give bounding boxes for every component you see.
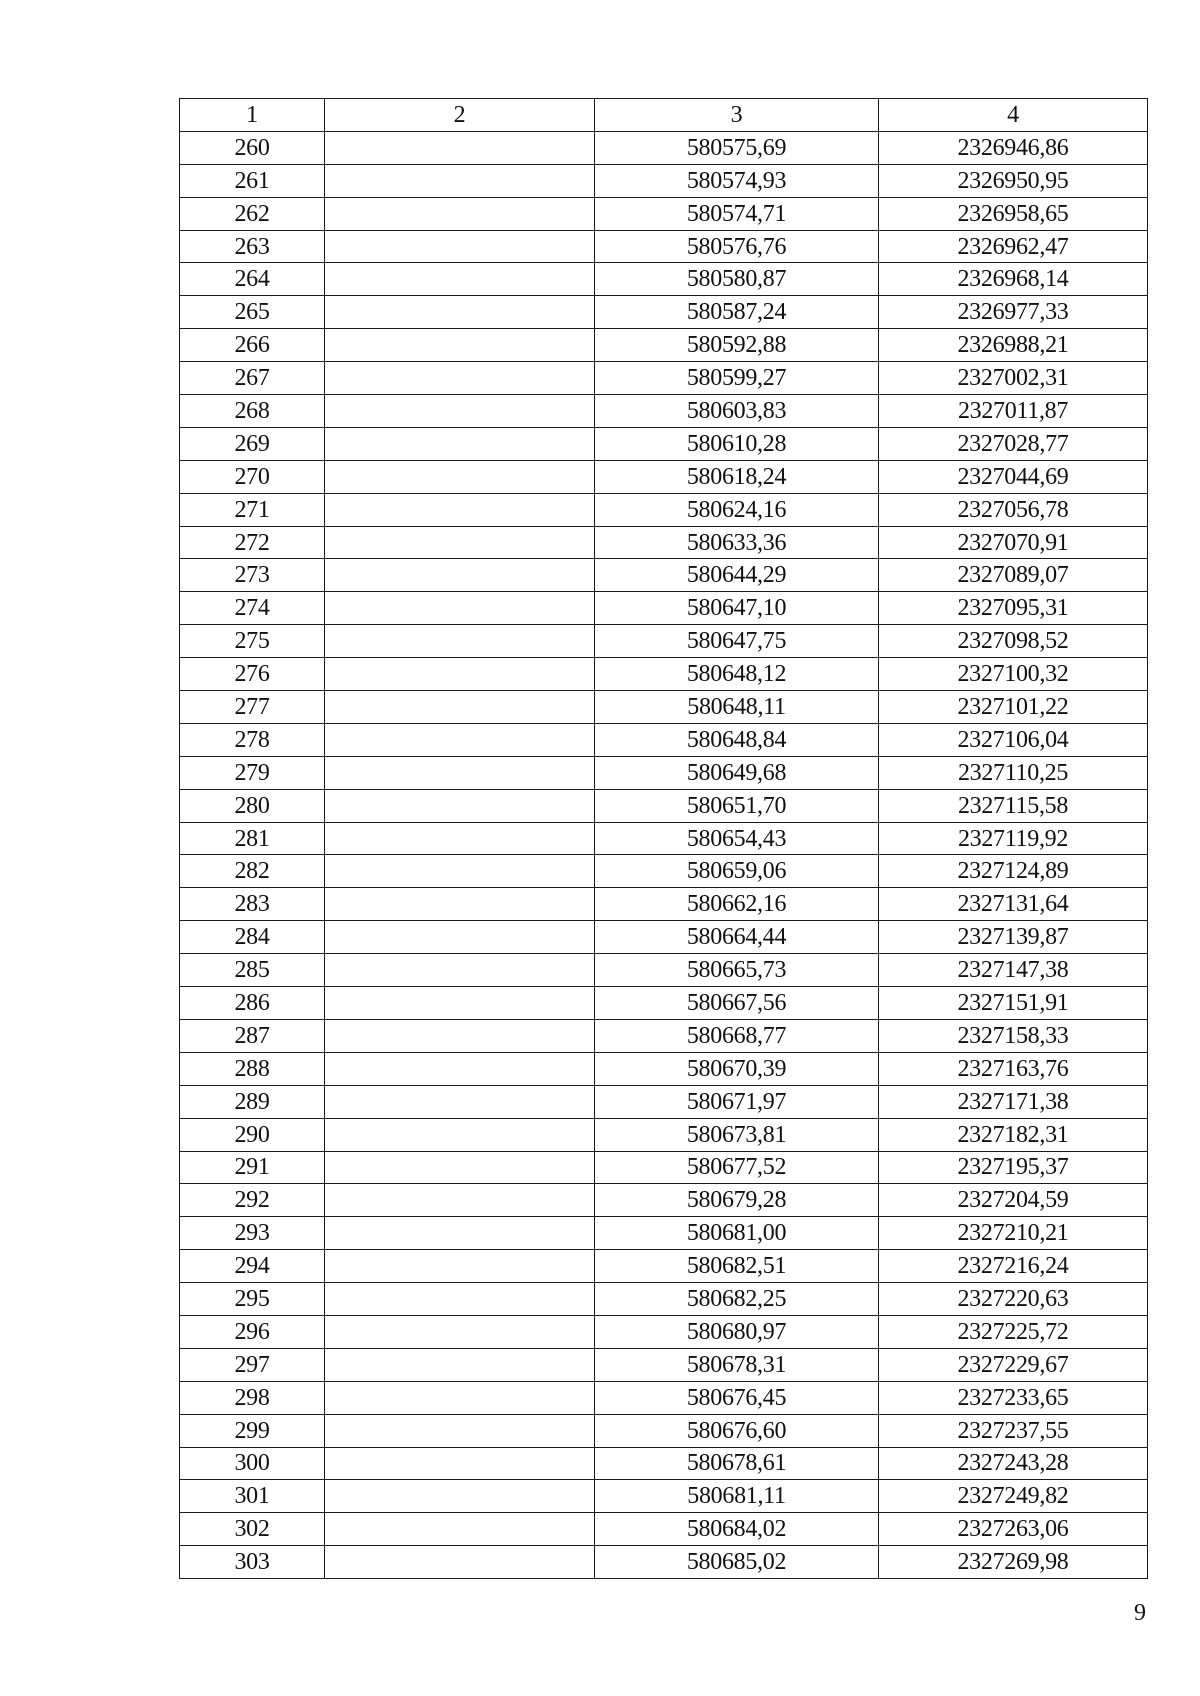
x-coordinate-cell: 580673,81 — [595, 1118, 879, 1151]
point-number-cell: 302 — [180, 1513, 325, 1546]
y-coordinate-cell: 2327204,59 — [879, 1184, 1148, 1217]
description-cell — [325, 1151, 595, 1184]
description-cell — [325, 1019, 595, 1052]
table-row — [180, 855, 1148, 888]
point-number-cell: 273 — [180, 559, 325, 592]
y-coordinate-cell: 2326962,47 — [879, 230, 1148, 263]
point-number-cell: 270 — [180, 460, 325, 493]
table-row — [180, 1283, 1148, 1316]
point-number-cell: 260 — [180, 131, 325, 164]
x-coordinate-cell: 580682,51 — [595, 1250, 879, 1283]
description-cell — [325, 822, 595, 855]
y-coordinate-cell: 2327210,21 — [879, 1217, 1148, 1250]
point-number-cell: 291 — [180, 1151, 325, 1184]
description-cell — [325, 789, 595, 822]
description-cell — [325, 1118, 595, 1151]
y-coordinate-cell: 2327249,82 — [879, 1480, 1148, 1513]
description-cell — [325, 723, 595, 756]
y-coordinate-cell: 2327101,22 — [879, 691, 1148, 724]
table-body — [180, 131, 1148, 1578]
description-cell — [325, 1315, 595, 1348]
table-row — [180, 329, 1148, 362]
table-row — [180, 1381, 1148, 1414]
x-coordinate-cell: 580624,16 — [595, 493, 879, 526]
table-row — [180, 1447, 1148, 1480]
point-number-cell: 271 — [180, 493, 325, 526]
description-cell — [325, 164, 595, 197]
y-coordinate-cell: 2327220,63 — [879, 1283, 1148, 1316]
y-coordinate-cell: 2327151,91 — [879, 987, 1148, 1020]
x-coordinate-cell: 580679,28 — [595, 1184, 879, 1217]
table-row — [180, 921, 1148, 954]
table-row — [180, 1052, 1148, 1085]
table-row — [180, 493, 1148, 526]
x-coordinate-cell: 580648,84 — [595, 723, 879, 756]
description-cell — [325, 691, 595, 724]
x-coordinate-cell: 580649,68 — [595, 756, 879, 789]
y-coordinate-cell: 2327124,89 — [879, 855, 1148, 888]
point-number-cell: 272 — [180, 526, 325, 559]
point-number-cell: 292 — [180, 1184, 325, 1217]
description-cell — [325, 888, 595, 921]
point-number-cell: 268 — [180, 395, 325, 428]
x-coordinate-cell: 580678,31 — [595, 1348, 879, 1381]
y-coordinate-cell: 2327106,04 — [879, 723, 1148, 756]
point-number-cell: 280 — [180, 789, 325, 822]
point-number-cell: 303 — [180, 1546, 325, 1579]
y-coordinate-cell: 2327163,76 — [879, 1052, 1148, 1085]
x-coordinate-cell: 580677,52 — [595, 1151, 879, 1184]
x-coordinate-cell: 580574,71 — [595, 197, 879, 230]
description-cell — [325, 954, 595, 987]
table-row — [180, 1217, 1148, 1250]
table-row — [180, 1513, 1148, 1546]
point-number-cell: 264 — [180, 263, 325, 296]
table-row — [180, 1250, 1148, 1283]
y-coordinate-cell: 2327098,52 — [879, 625, 1148, 658]
table-row — [180, 658, 1148, 691]
description-cell — [325, 395, 595, 428]
description-cell — [325, 362, 595, 395]
x-coordinate-cell: 580651,70 — [595, 789, 879, 822]
table-row — [180, 1118, 1148, 1151]
y-coordinate-cell: 2327131,64 — [879, 888, 1148, 921]
table-row — [180, 1019, 1148, 1052]
description-cell — [325, 559, 595, 592]
table-row — [180, 954, 1148, 987]
description-cell — [325, 131, 595, 164]
coordinates-table — [179, 98, 1148, 1579]
point-number-cell: 288 — [180, 1052, 325, 1085]
description-cell — [325, 493, 595, 526]
table-row — [180, 559, 1148, 592]
x-coordinate-cell: 580587,24 — [595, 296, 879, 329]
description-cell — [325, 197, 595, 230]
description-cell — [325, 921, 595, 954]
y-coordinate-cell: 2327147,38 — [879, 954, 1148, 987]
x-coordinate-cell: 580678,61 — [595, 1447, 879, 1480]
point-number-cell: 289 — [180, 1085, 325, 1118]
y-coordinate-cell: 2327056,78 — [879, 493, 1148, 526]
description-cell — [325, 1250, 595, 1283]
y-coordinate-cell: 2327110,25 — [879, 756, 1148, 789]
table-row — [180, 460, 1148, 493]
y-coordinate-cell: 2327119,92 — [879, 822, 1148, 855]
description-cell — [325, 756, 595, 789]
description-cell — [325, 625, 595, 658]
table-row — [180, 789, 1148, 822]
table-row — [180, 822, 1148, 855]
x-coordinate-cell: 580648,12 — [595, 658, 879, 691]
x-coordinate-cell: 580633,36 — [595, 526, 879, 559]
y-coordinate-cell: 2327089,07 — [879, 559, 1148, 592]
y-coordinate-cell: 2326977,33 — [879, 296, 1148, 329]
table-header — [180, 99, 1148, 132]
x-coordinate-cell: 580574,93 — [595, 164, 879, 197]
table-row — [180, 625, 1148, 658]
page-number: 9 — [1134, 1600, 1146, 1626]
y-coordinate-cell: 2327002,31 — [879, 362, 1148, 395]
point-number-cell: 266 — [180, 329, 325, 362]
header-col-2: 2 — [325, 99, 595, 132]
point-number-cell: 298 — [180, 1381, 325, 1414]
x-coordinate-cell: 580610,28 — [595, 427, 879, 460]
point-number-cell: 295 — [180, 1283, 325, 1316]
x-coordinate-cell: 580671,97 — [595, 1085, 879, 1118]
point-number-cell: 278 — [180, 723, 325, 756]
table-row — [180, 888, 1148, 921]
y-coordinate-cell: 2326988,21 — [879, 329, 1148, 362]
x-coordinate-cell: 580682,25 — [595, 1283, 879, 1316]
point-number-cell: 267 — [180, 362, 325, 395]
x-coordinate-cell: 580644,29 — [595, 559, 879, 592]
table-row — [180, 230, 1148, 263]
description-cell — [325, 592, 595, 625]
y-coordinate-cell: 2327195,37 — [879, 1151, 1148, 1184]
table-row — [180, 526, 1148, 559]
x-coordinate-cell: 580676,60 — [595, 1414, 879, 1447]
header-col-3: 3 — [595, 99, 879, 132]
description-cell — [325, 1052, 595, 1085]
table-row — [180, 427, 1148, 460]
y-coordinate-cell: 2327269,98 — [879, 1546, 1148, 1579]
y-coordinate-cell: 2327139,87 — [879, 921, 1148, 954]
point-number-cell: 299 — [180, 1414, 325, 1447]
description-cell — [325, 1085, 595, 1118]
point-number-cell: 294 — [180, 1250, 325, 1283]
x-coordinate-cell: 580662,16 — [595, 888, 879, 921]
point-number-cell: 290 — [180, 1118, 325, 1151]
description-cell — [325, 1381, 595, 1414]
description-cell — [325, 329, 595, 362]
description-cell — [325, 1447, 595, 1480]
x-coordinate-cell: 580647,10 — [595, 592, 879, 625]
y-coordinate-cell: 2327182,31 — [879, 1118, 1148, 1151]
description-cell — [325, 658, 595, 691]
point-number-cell: 261 — [180, 164, 325, 197]
table-row — [180, 131, 1148, 164]
x-coordinate-cell: 580681,00 — [595, 1217, 879, 1250]
header-col-1: 1 — [180, 99, 325, 132]
description-cell — [325, 1283, 595, 1316]
point-number-cell: 300 — [180, 1447, 325, 1480]
point-number-cell: 269 — [180, 427, 325, 460]
point-number-cell: 284 — [180, 921, 325, 954]
x-coordinate-cell: 580681,11 — [595, 1480, 879, 1513]
table-row — [180, 592, 1148, 625]
x-coordinate-cell: 580654,43 — [595, 822, 879, 855]
point-number-cell: 276 — [180, 658, 325, 691]
table-row — [180, 1348, 1148, 1381]
y-coordinate-cell: 2327158,33 — [879, 1019, 1148, 1052]
y-coordinate-cell: 2327115,58 — [879, 789, 1148, 822]
point-number-cell: 293 — [180, 1217, 325, 1250]
point-number-cell: 287 — [180, 1019, 325, 1052]
y-coordinate-cell: 2327225,72 — [879, 1315, 1148, 1348]
description-cell — [325, 263, 595, 296]
table-row — [180, 1184, 1148, 1217]
x-coordinate-cell: 580618,24 — [595, 460, 879, 493]
x-coordinate-cell: 580659,06 — [595, 855, 879, 888]
point-number-cell: 296 — [180, 1315, 325, 1348]
y-coordinate-cell: 2327070,91 — [879, 526, 1148, 559]
y-coordinate-cell: 2326946,86 — [879, 131, 1148, 164]
table-row — [180, 164, 1148, 197]
table-row — [180, 756, 1148, 789]
point-number-cell: 279 — [180, 756, 325, 789]
description-cell — [325, 1348, 595, 1381]
x-coordinate-cell: 580648,11 — [595, 691, 879, 724]
description-cell — [325, 526, 595, 559]
description-cell — [325, 230, 595, 263]
description-cell — [325, 1414, 595, 1447]
table-row — [180, 263, 1148, 296]
x-coordinate-cell: 580676,45 — [595, 1381, 879, 1414]
table-row — [180, 1414, 1148, 1447]
point-number-cell: 286 — [180, 987, 325, 1020]
x-coordinate-cell: 580670,39 — [595, 1052, 879, 1085]
x-coordinate-cell: 580580,87 — [595, 263, 879, 296]
y-coordinate-cell: 2327233,65 — [879, 1381, 1148, 1414]
point-number-cell: 283 — [180, 888, 325, 921]
x-coordinate-cell: 580599,27 — [595, 362, 879, 395]
point-number-cell: 277 — [180, 691, 325, 724]
y-coordinate-cell: 2327171,38 — [879, 1085, 1148, 1118]
x-coordinate-cell: 580664,44 — [595, 921, 879, 954]
point-number-cell: 301 — [180, 1480, 325, 1513]
description-cell — [325, 1184, 595, 1217]
point-number-cell: 282 — [180, 855, 325, 888]
y-coordinate-cell: 2327095,31 — [879, 592, 1148, 625]
x-coordinate-cell: 580603,83 — [595, 395, 879, 428]
x-coordinate-cell: 580668,77 — [595, 1019, 879, 1052]
table-row — [180, 296, 1148, 329]
table-row — [180, 987, 1148, 1020]
table-row — [180, 197, 1148, 230]
description-cell — [325, 987, 595, 1020]
y-coordinate-cell: 2326958,65 — [879, 197, 1148, 230]
point-number-cell: 281 — [180, 822, 325, 855]
point-number-cell: 262 — [180, 197, 325, 230]
y-coordinate-cell: 2327243,28 — [879, 1447, 1148, 1480]
point-number-cell: 285 — [180, 954, 325, 987]
description-cell — [325, 460, 595, 493]
point-number-cell: 265 — [180, 296, 325, 329]
y-coordinate-cell: 2327237,55 — [879, 1414, 1148, 1447]
description-cell — [325, 1480, 595, 1513]
description-cell — [325, 296, 595, 329]
x-coordinate-cell: 580592,88 — [595, 329, 879, 362]
y-coordinate-cell: 2326950,95 — [879, 164, 1148, 197]
header-row — [180, 99, 1148, 132]
y-coordinate-cell: 2327044,69 — [879, 460, 1148, 493]
y-coordinate-cell: 2327263,06 — [879, 1513, 1148, 1546]
table-row — [180, 723, 1148, 756]
x-coordinate-cell: 580667,56 — [595, 987, 879, 1020]
y-coordinate-cell: 2326968,14 — [879, 263, 1148, 296]
x-coordinate-cell: 580685,02 — [595, 1546, 879, 1579]
point-number-cell: 297 — [180, 1348, 325, 1381]
x-coordinate-cell: 580680,97 — [595, 1315, 879, 1348]
description-cell — [325, 427, 595, 460]
header-col-4: 4 — [879, 99, 1148, 132]
table-row — [180, 1315, 1148, 1348]
table-row — [180, 1085, 1148, 1118]
x-coordinate-cell: 580684,02 — [595, 1513, 879, 1546]
table-row — [180, 1546, 1148, 1579]
x-coordinate-cell: 580647,75 — [595, 625, 879, 658]
description-cell — [325, 855, 595, 888]
x-coordinate-cell: 580575,69 — [595, 131, 879, 164]
table-row — [180, 395, 1148, 428]
x-coordinate-cell: 580576,76 — [595, 230, 879, 263]
point-number-cell: 263 — [180, 230, 325, 263]
y-coordinate-cell: 2327011,87 — [879, 395, 1148, 428]
y-coordinate-cell: 2327216,24 — [879, 1250, 1148, 1283]
point-number-cell: 275 — [180, 625, 325, 658]
description-cell — [325, 1513, 595, 1546]
y-coordinate-cell: 2327028,77 — [879, 427, 1148, 460]
table-row — [180, 362, 1148, 395]
x-coordinate-cell: 580665,73 — [595, 954, 879, 987]
point-number-cell: 274 — [180, 592, 325, 625]
description-cell — [325, 1217, 595, 1250]
table-row — [180, 1480, 1148, 1513]
description-cell — [325, 1546, 595, 1579]
y-coordinate-cell: 2327229,67 — [879, 1348, 1148, 1381]
table-row — [180, 691, 1148, 724]
table-row — [180, 1151, 1148, 1184]
y-coordinate-cell: 2327100,32 — [879, 658, 1148, 691]
